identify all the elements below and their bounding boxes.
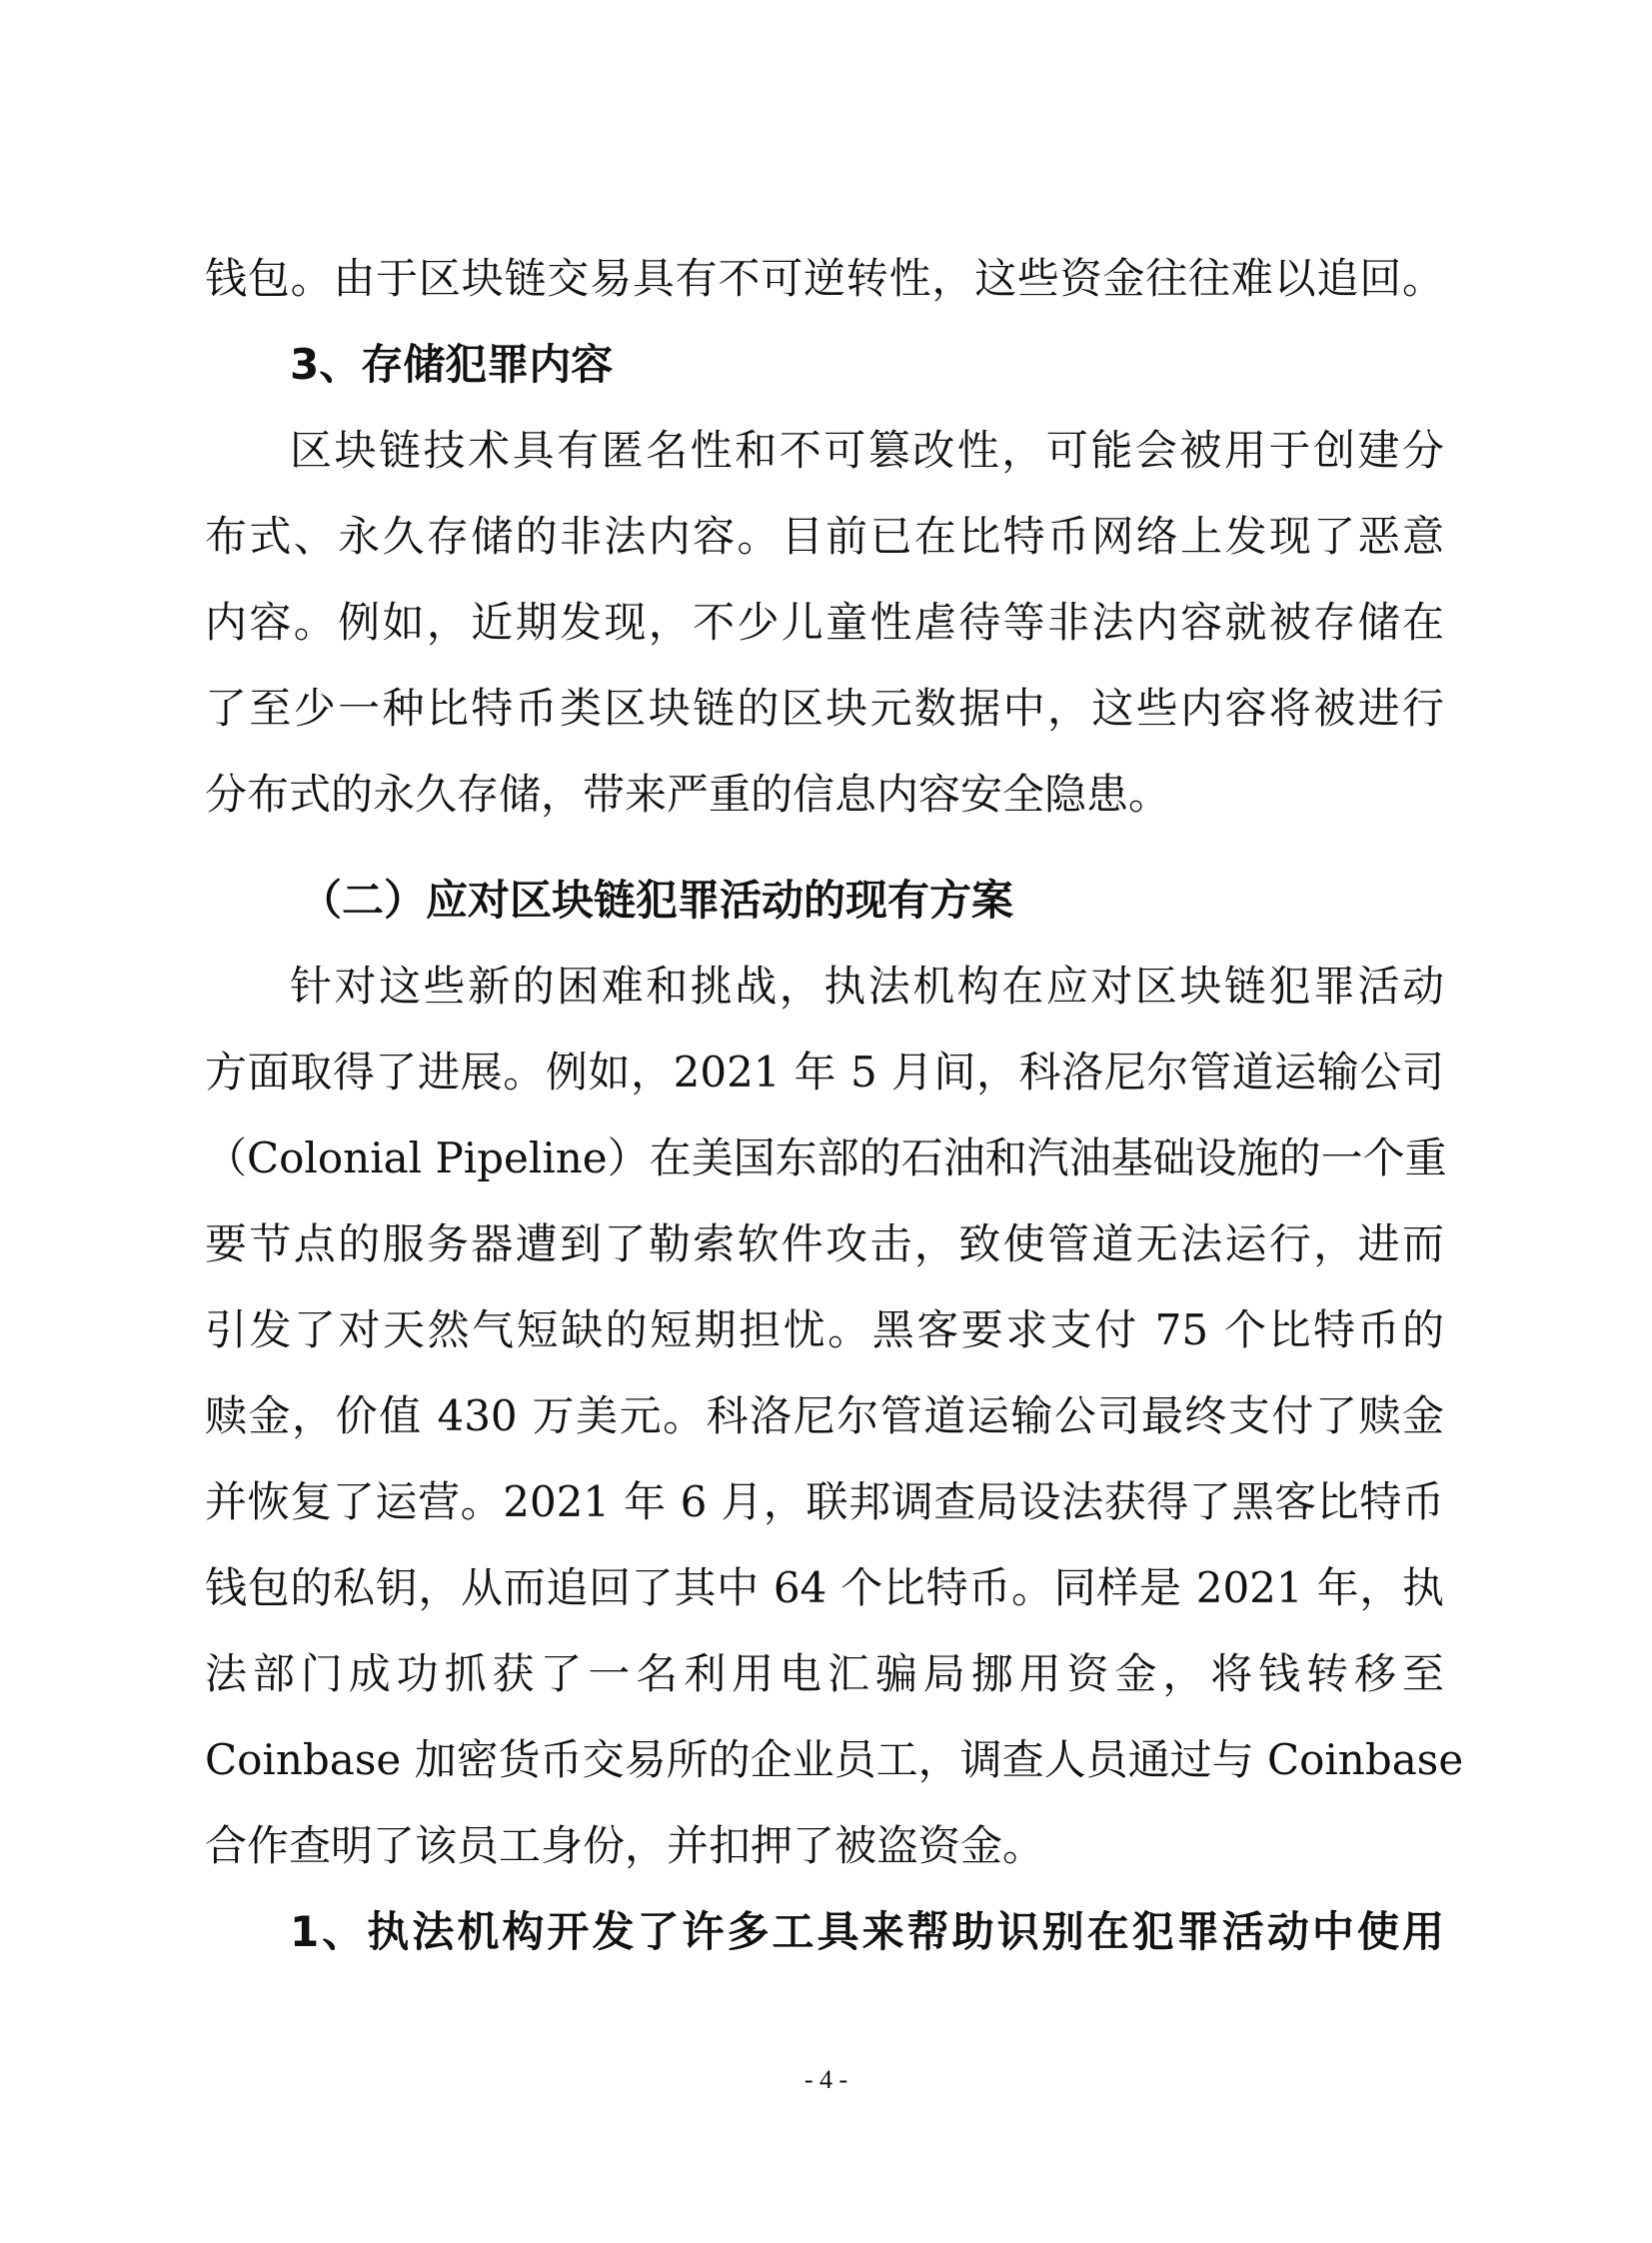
paragraph-line-3: 区块链技术具有匿名性和不可篡改性，可能会被用于创建分 [290,426,1444,475]
paragraph-line-5: 内容。例如，近期发现，不少儿童性虐待等非法内容就被存储在 [205,598,1444,647]
paragraph-line-9: 针对这些新的困难和挑战，执法机构在应对区块链犯罪活动 [290,962,1444,1011]
paragraph-line-6: 了至少一种比特币类区块链的区块元数据中，这些内容将被进行 [205,684,1444,733]
section-heading-2: （二）应对区块链犯罪活动的现有方案 [300,876,1014,925]
paragraph-line-16: 钱包的私钥，从而追回了其中 64 个比特币。同样是 2021 年，执 [205,1563,1444,1612]
paragraph-line-15: 并恢复了运营。2021 年 6 月，联邦调查局设法获得了黑客比特币 [205,1477,1444,1526]
paragraph-line-11: （Colonial Pipeline）在美国东部的石油和汽油基础设施的一个重 [205,1133,1447,1182]
paragraph-line-13: 引发了对天然气短缺的短期担忧。黑客要求支付 75 个比特币的 [205,1305,1444,1354]
paragraph-line-12: 要节点的服务器遭到了勒索软件攻击，致使管道无法运行，进而 [205,1219,1444,1268]
paragraph-line-1: 钱包。由于区块链交易具有不可逆转性，这些资金往往难以追回。 [205,254,1444,303]
paragraph-line-7: 分布式的永久存储，带来严重的信息内容安全隐患。 [205,770,1171,819]
paragraph-line-19: 合作查明了该员工身份，并扣押了被盗资金。 [205,1821,1045,1870]
section-heading-3: 3、存储犯罪内容 [290,340,614,389]
paragraph-line-10: 方面取得了进展。例如，2021 年 5 月间，科洛尼尔管道运输公司 [205,1048,1444,1097]
page-number: - 4 - [804,2065,848,2094]
section-heading-1: 1、执法机构开发了许多工具来帮助识别在犯罪活动中使用 [290,1907,1444,1956]
paragraph-line-17: 法部门成功抓获了一名利用电汇骗局挪用资金，将钱转移至 [205,1649,1444,1698]
paragraph-line-14: 赎金，价值 430 万美元。科洛尼尔管道运输公司最终支付了赎金 [205,1391,1444,1440]
paragraph-line-18: Coinbase 加密货币交易所的企业员工，调查人员通过与 Coinbase [205,1735,1464,1784]
paragraph-line-4: 布式、永久存储的非法内容。目前已在比特币网络上发现了恶意 [205,512,1444,561]
